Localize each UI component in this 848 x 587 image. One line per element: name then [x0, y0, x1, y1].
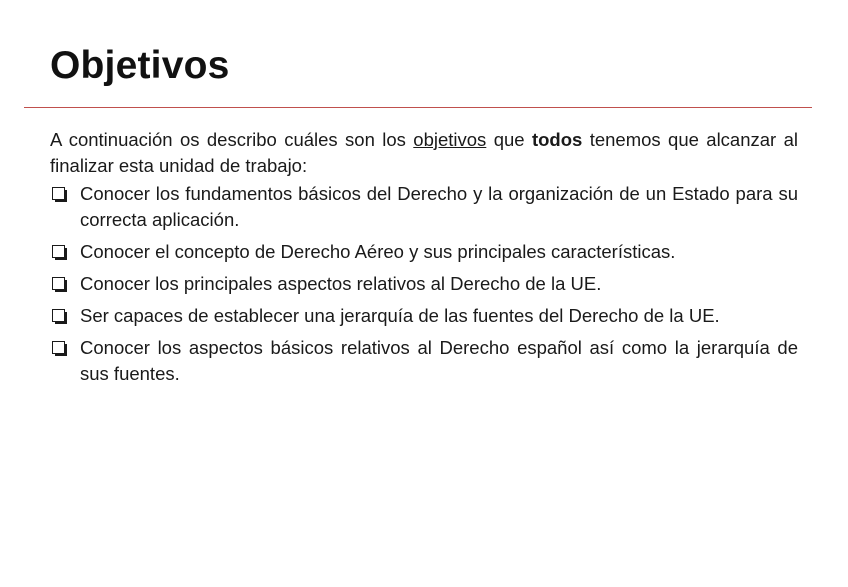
objective-item — [50, 239, 798, 265]
objective-item — [50, 181, 798, 233]
slide-title: Objetivos — [50, 44, 230, 87]
objective-text: Conocer los aspectos básicos relativos al Derecho español así como la jerarquía de sus fuentes. — [80, 337, 798, 384]
objective-item — [50, 271, 798, 297]
objectives-list — [50, 181, 798, 387]
intro-text-end: tenemos que alcanzar al finalizar esta unidad de trabajo: — [50, 129, 798, 176]
intro-paragraph — [50, 127, 798, 179]
objective-text: Ser capaces de establecer una jerarquía de las fuentes del Derecho de la UE. — [80, 305, 720, 326]
objective-text: Conocer los fundamentos básicos del Derecho y la organización de un Estado para su correcta aplicación. — [80, 183, 798, 230]
intro-bold-word: todos — [531, 129, 583, 150]
checkbox-icon — [52, 309, 65, 322]
objective-text: Conocer el concepto de Derecho Aéreo y sus principales características. — [80, 241, 676, 262]
checkbox-icon — [52, 187, 65, 200]
objective-text: Conocer los principales aspectos relativos al Derecho de la UE. — [80, 273, 602, 294]
title-divider — [24, 107, 812, 108]
intro-underlined-word: objetivos — [413, 129, 487, 150]
intro-text-middle: que — [486, 129, 532, 150]
checkbox-icon — [52, 341, 65, 354]
objective-item — [50, 335, 798, 387]
checkbox-icon — [52, 245, 65, 258]
intro-text-start: A continuación os describo cuáles son los — [50, 129, 414, 150]
objective-item — [50, 303, 798, 329]
slide-body — [50, 127, 798, 393]
checkbox-icon — [52, 277, 65, 290]
